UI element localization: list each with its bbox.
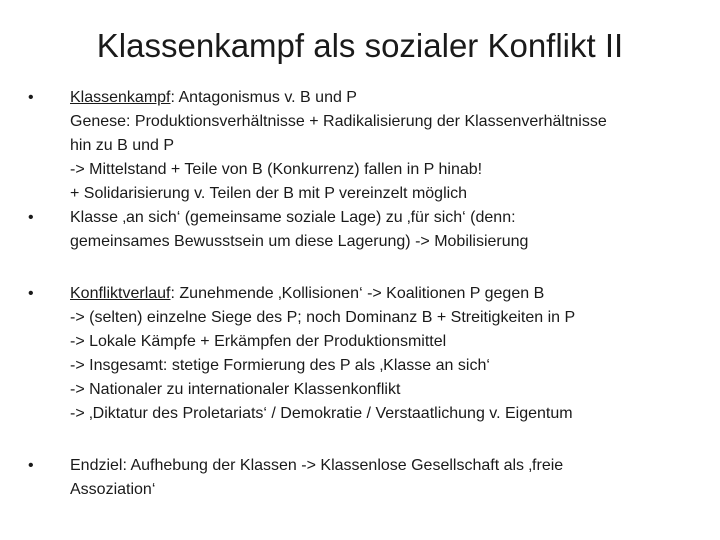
bullet-line: Assoziation‘ [70,481,156,498]
bullet-line: gemeinsames Bewusstsein um diese Lagerung) -> Mobilisierung [70,233,529,250]
bullet-dot-icon: • [28,209,34,226]
bullet-list [28,86,708,502]
bullet-klassenkampf [28,86,708,206]
slide-title: Klassenkampf als sozialer Konflikt II [96,27,624,64]
bullet-line: + Solidarisierung v. Teilen der B mit P vereinzelt möglich [70,185,468,202]
bullet-headline [70,282,708,306]
bullet-konfliktverlauf [28,282,708,426]
bullet-head-text: : Antagonismus v. B und P [170,89,357,106]
bullet-dot-icon: • [28,89,34,106]
bullet-line: -> ‚Diktatur des Proletariats‘ / Demokratie / Verstaatlichung v. Eigentum [70,405,573,422]
bullet-line: hin zu B und P [70,137,175,154]
bullet-line: -> Mittelstand + Teile von B (Konkurrenz) fallen in P hinab! [70,161,483,178]
bullet-line: -> Insgesamt: stetige Formierung des P als ‚Klasse an sich‘ [70,357,490,374]
bullet-term: Klassenkampf [70,89,171,106]
bullet-dot-icon: • [28,285,34,302]
bullet-line: Genese: Produktionsverhältnisse + Radikalisierung der Klassenverhältnisse [70,113,607,130]
bullet-headline [70,86,708,110]
bullet-headline: Endziel: Aufhebung der Klassen -> Klassenlose Gesellschaft als ‚freie [70,457,564,474]
bullet-dot-icon: • [28,457,34,474]
bullet-headline: Klasse ‚an sich‘ (gemeinsame soziale Lage) zu ‚für sich‘ (denn: [70,209,516,226]
bullet-line: -> Lokale Kämpfe + Erkämpfen der Produktionsmittel [70,333,447,350]
bullet-term: Konfliktverlauf [70,285,171,302]
bullet-endziel [28,454,708,502]
bullet-head-text: : Zunehmende ‚Kollisionen‘ -> Koalitionen P gegen B [170,285,545,302]
bullet-line: -> Nationaler zu internationaler Klassenkonflikt [70,381,401,398]
bullet-klasse-an-sich [28,206,708,254]
bullet-line: -> (selten) einzelne Siege des P; noch Dominanz B + Streitigkeiten in P [70,309,576,326]
